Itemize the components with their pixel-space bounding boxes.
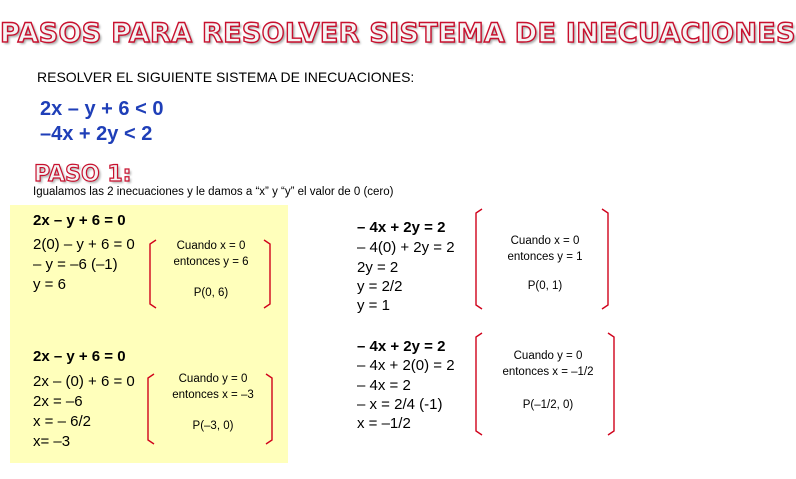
bracket-left-icon <box>472 331 484 437</box>
block2-note-result: entonces x = –3 <box>172 389 254 401</box>
block1-step-2: – y = –6 (–1) <box>33 256 118 273</box>
intro-text: RESOLVER EL SIGUIENTE SISTEMA DE INECUACIONES: <box>37 69 415 85</box>
block1-point: P(0, 6) <box>193 287 229 299</box>
block2-note-condition: Cuando y = 0 <box>178 373 248 385</box>
block3-note-result: entonces y = 1 <box>507 251 583 263</box>
block3-step-1: – 4(0) + 2y = 2 <box>357 239 455 256</box>
step-description: Igualamos las 2 inecuaciones y le damos a “x” y “y” el valor de 0 (cero) <box>33 186 394 198</box>
page-title: PASOS PARA RESOLVER SISTEMA DE INECUACIONES <box>0 18 796 49</box>
block2-step-3: x = – 6/2 <box>33 413 91 430</box>
block1-heading: 2x – y + 6 = 0 <box>33 212 126 229</box>
block3-note-condition: Cuando x = 0 <box>510 235 580 247</box>
block4-step-4: x = –1/2 <box>357 415 411 432</box>
step-label: PASO 1: <box>34 162 132 187</box>
block1-step-3: y = 6 <box>33 276 66 293</box>
bracket-right-icon <box>262 238 274 310</box>
block4-heading: – 4x + 2y = 2 <box>357 338 446 355</box>
block2-step-4: x= –3 <box>33 433 71 450</box>
bracket-right-icon <box>606 331 618 437</box>
bracket-right-icon <box>600 207 612 311</box>
block2-heading: 2x – y + 6 = 0 <box>33 348 126 365</box>
block1-note-condition: Cuando x = 0 <box>176 240 246 252</box>
block4-step-3: – x = 2/4 (-1) <box>357 396 443 413</box>
system-inequality-1: 2x – y + 6 < 0 <box>40 98 164 120</box>
block2-step-1: 2x – (0) + 6 = 0 <box>33 373 135 390</box>
bracket-left-icon <box>144 372 156 446</box>
block4-note-condition: Cuando y = 0 <box>513 350 583 362</box>
block3-step-2: 2y = 2 <box>357 259 399 276</box>
block4-point: P(–1/2, 0) <box>522 399 574 411</box>
block4-step-1: – 4x + 2(0) = 2 <box>357 357 455 374</box>
block3-step-3: y = 2/2 <box>357 278 403 295</box>
block1-step-1: 2(0) – y + 6 = 0 <box>33 236 135 253</box>
bracket-right-icon <box>264 372 276 446</box>
bracket-left-icon <box>146 238 158 310</box>
bracket-left-icon <box>472 207 484 311</box>
block3-heading: – 4x + 2y = 2 <box>357 219 446 236</box>
block4-step-2: – 4x = 2 <box>357 377 411 394</box>
block1-note-result: entonces y = 6 <box>173 256 249 268</box>
block3-point: P(0, 1) <box>527 280 563 292</box>
block3-step-4: y = 1 <box>357 297 390 314</box>
block2-point: P(–3, 0) <box>192 420 234 432</box>
block2-step-2: 2x = –6 <box>33 393 83 410</box>
block4-note-result: entonces x = –1/2 <box>502 366 594 378</box>
system-inequality-2: –4x + 2y < 2 <box>40 123 153 145</box>
